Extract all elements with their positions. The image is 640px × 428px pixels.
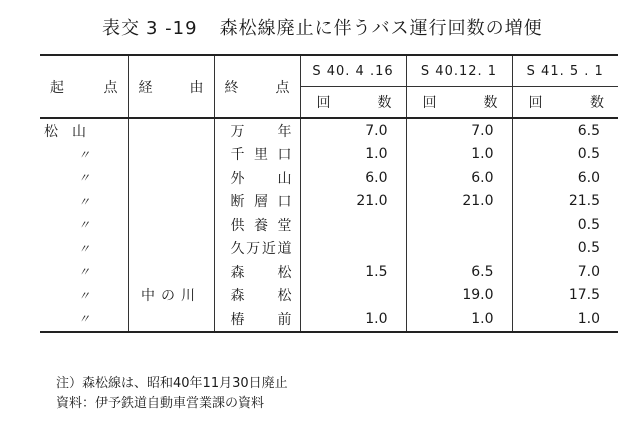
cell-origin: 〃 <box>40 190 128 214</box>
cell-destination <box>214 237 300 261</box>
cell-via <box>128 237 214 261</box>
destination-char: 前 <box>277 311 292 328</box>
source-text: 資料：伊予鉄道自動車営業課の資料 <box>56 396 265 411</box>
destination-char: 口 <box>277 147 292 164</box>
cell-count-3: 21.5 <box>568 193 600 210</box>
cell-destination <box>214 190 300 214</box>
destination-char: 外 <box>230 170 245 187</box>
cell-origin: 〃 <box>40 284 128 308</box>
cell-count-2: 7.0 <box>406 118 512 143</box>
cell-via <box>128 190 214 214</box>
cell-origin: 〃 <box>40 213 128 237</box>
destination-char: 断 <box>230 194 245 211</box>
destination-char: 口 <box>277 194 292 211</box>
cell-count-1: 21.0 <box>300 190 406 214</box>
cell-destination <box>214 307 300 332</box>
cell-via <box>128 166 214 190</box>
title-number: 3 -19 <box>146 18 198 39</box>
cell-count-3: 6.0 <box>577 169 600 186</box>
notes <box>56 374 288 414</box>
cell-count-1 <box>300 284 406 308</box>
table-title <box>102 14 543 40</box>
cell-count-1: 1.0 <box>300 307 406 332</box>
cell-count-1: 1.0 <box>300 143 406 167</box>
destination-char: 堂 <box>277 217 292 234</box>
table-row <box>40 307 618 332</box>
bus-frequency-table <box>40 54 618 333</box>
header-via: 経 由 <box>128 55 214 118</box>
cell-destination <box>214 213 300 237</box>
table-row <box>40 190 618 214</box>
cell-via <box>128 118 214 143</box>
cell-count-2 <box>406 237 512 261</box>
cell-count-1 <box>300 237 406 261</box>
table-row <box>40 237 618 261</box>
header-date-1: S 40. 4 .16 <box>300 55 406 87</box>
destination-char: 森 <box>230 264 245 281</box>
cell-destination <box>214 166 300 190</box>
table-row <box>40 260 618 284</box>
cell-via <box>128 307 214 332</box>
cell-count-3: 0.5 <box>577 216 600 233</box>
cell-via <box>128 260 214 284</box>
cell-origin: 〃 <box>40 166 128 190</box>
cell-via <box>128 213 214 237</box>
cell-count-3: 0.5 <box>577 146 600 163</box>
destination-char: 層 <box>254 194 268 211</box>
cell-count-2 <box>406 213 512 237</box>
destination-char: 万 <box>246 241 261 258</box>
destination-char: 供 <box>230 217 245 234</box>
table-row <box>40 118 618 143</box>
cell-count-1: 1.5 <box>300 260 406 284</box>
cell-origin: 〃 <box>40 260 128 284</box>
header-date-3: S 41. 5 . 1 <box>512 55 618 87</box>
header-destination: 終 点 <box>214 55 300 118</box>
cell-destination <box>214 118 300 143</box>
header-count-1: 回 数 <box>300 87 406 119</box>
table-row <box>40 143 618 167</box>
cell-origin: 〃 <box>40 307 128 332</box>
title-prefix: 表交 <box>102 18 140 39</box>
cell-count-2: 1.0 <box>406 143 512 167</box>
cell-origin: 〃 <box>40 143 128 167</box>
destination-char: 椿 <box>230 311 245 328</box>
cell-destination <box>214 143 300 167</box>
cell-count-3: 17.5 <box>568 287 600 304</box>
destination-char: 里 <box>254 147 268 164</box>
cell-count-2: 1.0 <box>406 307 512 332</box>
destination-char: 山 <box>277 170 292 187</box>
cell-count-2: 6.0 <box>406 166 512 190</box>
cell-count-2: 19.0 <box>406 284 512 308</box>
destination-char: 松 <box>277 288 292 305</box>
destination-char: 久 <box>230 241 245 258</box>
table-row <box>40 166 618 190</box>
destination-char: 松 <box>277 264 292 281</box>
destination-char: 千 <box>230 147 245 164</box>
note-text: 注）森松線は、昭和40年11月30日廃止 <box>56 376 288 391</box>
destination-char: 近 <box>261 241 276 258</box>
destination-char: 養 <box>254 217 268 234</box>
cell-count-3: 1.0 <box>577 310 600 327</box>
cell-count-3: 0.5 <box>577 240 600 257</box>
cell-via <box>128 143 214 167</box>
cell-count-1: 7.0 <box>300 118 406 143</box>
cell-count-2: 6.5 <box>406 260 512 284</box>
table-body <box>40 118 618 332</box>
header-count-3: 回 数 <box>528 95 604 111</box>
header-origin: 起 点 <box>40 55 128 118</box>
cell-count-3: 7.0 <box>577 263 600 280</box>
cell-destination <box>214 284 300 308</box>
table-row <box>40 213 618 237</box>
header-date-2: S 40.12. 1 <box>406 55 512 87</box>
destination-char: 万 <box>230 123 245 140</box>
cell-count-2: 21.0 <box>406 190 512 214</box>
cell-origin: 松 山 <box>40 118 128 143</box>
header-count-2: 回 数 <box>406 87 512 119</box>
destination-char: 道 <box>277 241 292 258</box>
cell-count-3: 6.5 <box>577 122 600 139</box>
cell-destination <box>214 260 300 284</box>
destination-char: 森 <box>230 288 245 305</box>
cell-via: 中の川 <box>128 284 214 308</box>
cell-origin: 〃 <box>40 237 128 261</box>
cell-count-1 <box>300 213 406 237</box>
title-text: 森松線廃止に伴うバス運行回数の増便 <box>219 18 543 39</box>
table-row <box>40 284 618 308</box>
destination-char: 年 <box>277 123 292 140</box>
cell-count-1: 6.0 <box>300 166 406 190</box>
